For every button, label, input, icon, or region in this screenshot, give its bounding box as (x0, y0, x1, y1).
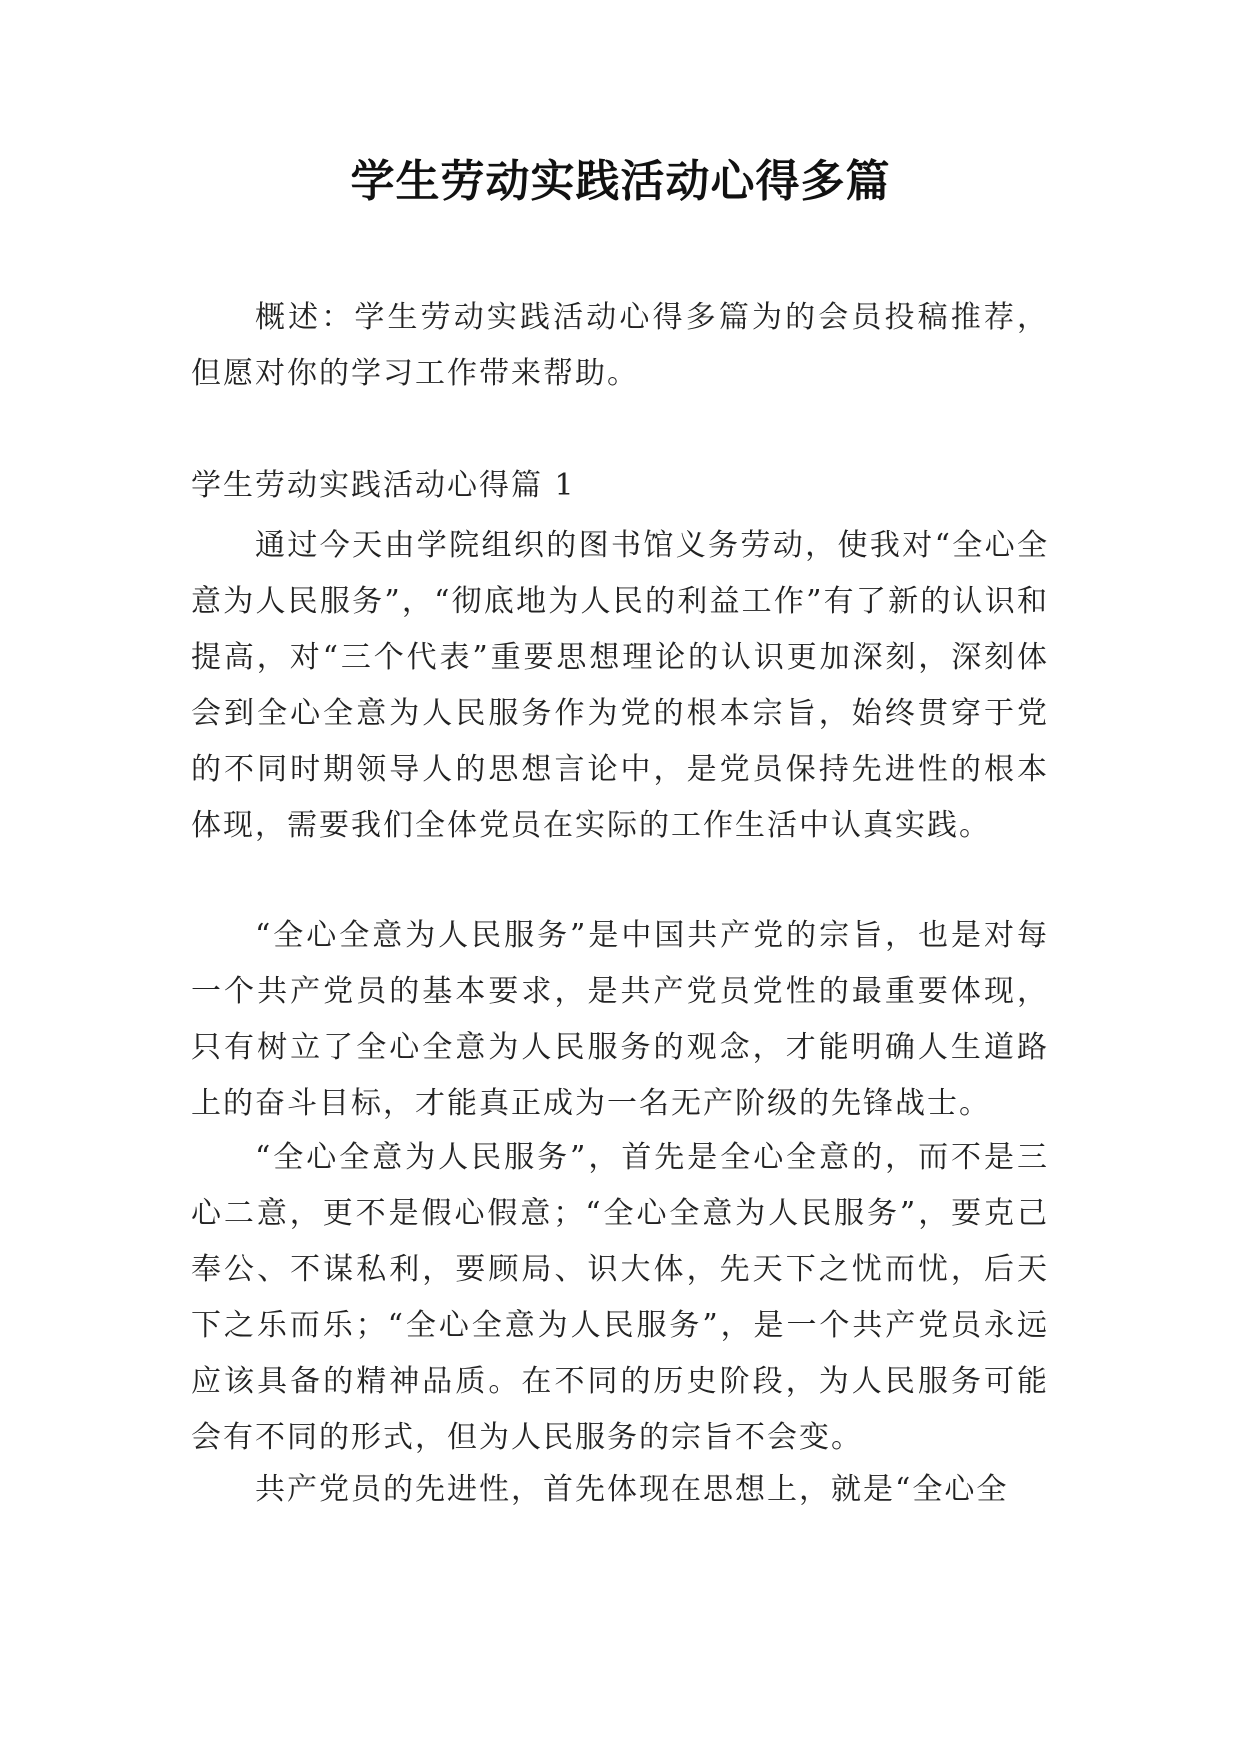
section-heading: 学生劳动实践活动心得篇 1 (191, 468, 576, 503)
body-paragraph-4: 共产党员的先进性，首先体现在思想上，就是“全心全 (255, 1472, 1009, 1507)
document-title: 学生劳动实践活动心得多篇 (350, 156, 891, 207)
abstract-paragraph: 概述：学生劳动实践活动心得多篇为的会员投稿推荐，但愿对你的学习工作带来帮助。 (191, 300, 1049, 391)
body-paragraph-2: “全心全意为人民服务”是中国共产党的宗旨，也是对每一个共产党员的基本要求，是共产党员党性的最重要体现，只有树立了全心全意为人民服务的观念，才能明确人生道路上的奋斗目标，才能真正成为一名无产阶级的先锋战士。 (191, 918, 1049, 1121)
body-paragraph-3: “全心全意为人民服务”，首先是全心全意的，而不是三心二意，更不是假心假意；“全心全意为人民服务”，要克己奉公、不谋私利，要顾局、识大体，先天下之忧而忧，后天下之乐而乐；“全心全意为人民服务”，是一个共产党员永远应该具备的精神品质。在不同的历史阶段，为人民服务可能会有不同的形式，但为人民服务的宗旨不会变。 (191, 1140, 1049, 1455)
body-paragraph-1: 通过今天由学院组织的图书馆义务劳动，使我对“全心全意为人民服务”，“彻底地为人民的利益工作”有了新的认识和提高，对“三个代表”重要思想理论的认识更加深刻，深刻体会到全心全意为人民服务作为党的根本宗旨，始终贯穿于党的不同时期领导人的思想言论中，是党员保持先进性的根本体现，需要我们全体党员在实际的工作生活中认真实践。 (191, 528, 1049, 843)
